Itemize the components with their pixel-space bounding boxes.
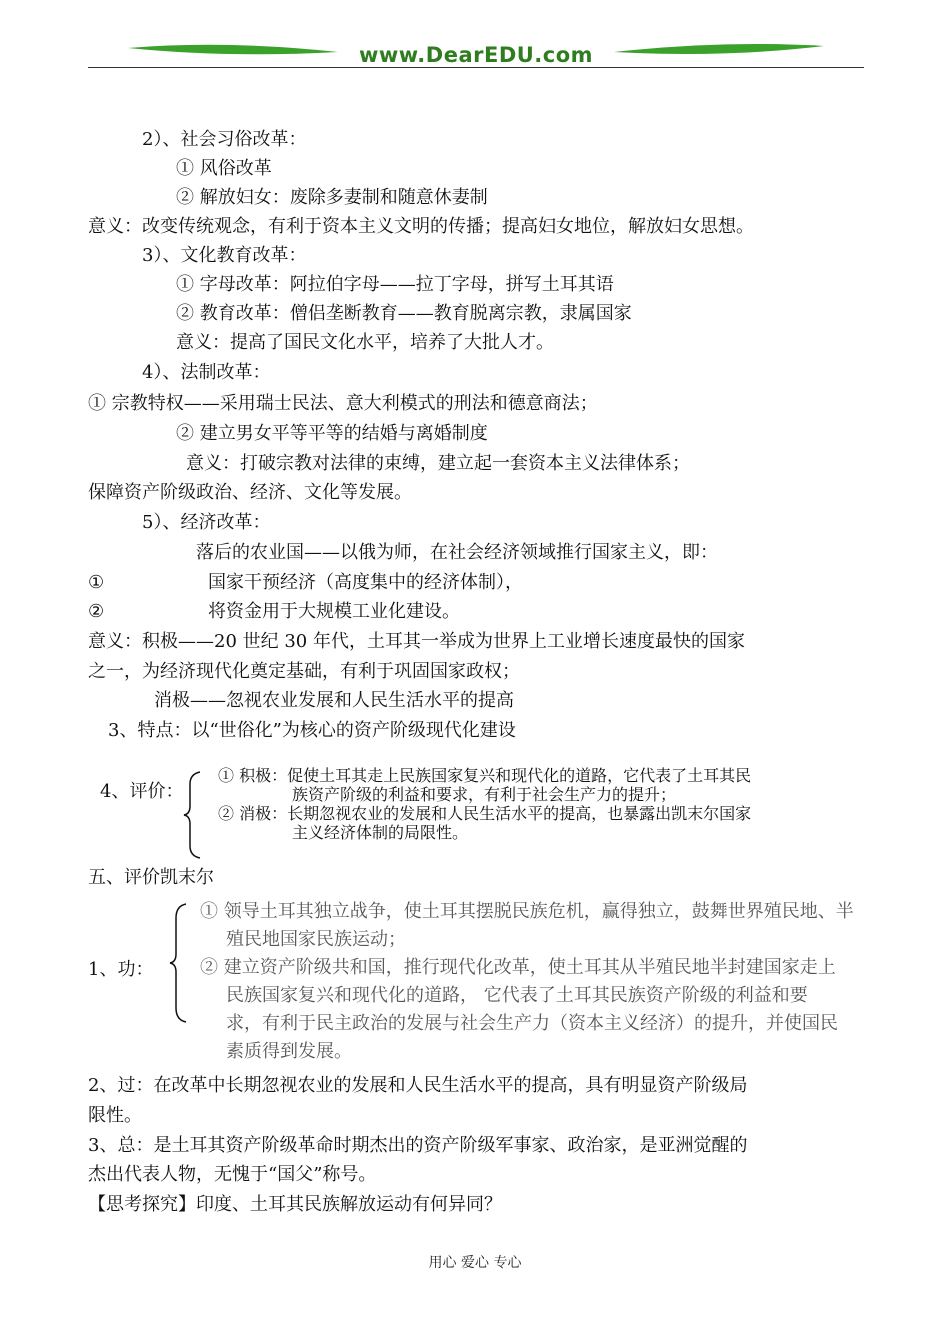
text-line: ② xyxy=(88,601,105,622)
text-line: 落后的农业国——以俄为师，在社会经济领域推行国家主义，即： xyxy=(196,542,718,563)
text-line: 限性。 xyxy=(88,1105,142,1126)
text-line: 【思考探究】印度、土耳其民族解放运动有何异同？ xyxy=(88,1194,502,1215)
text-line: ① 领导土耳其独立战争，使土耳其摆脱民族危机，赢得独立，鼓舞世界殖民地、半 xyxy=(200,901,854,922)
text-line: ② 消极：长期忽视农业的发展和人民生活水平的提高，也暴露出凯末尔国家 xyxy=(218,804,752,823)
text-line: 意义：积极——20 世纪 30 年代，土耳其一举成为世界上工业增长速度最快的国家 xyxy=(88,631,745,652)
text-line: 4、评价： xyxy=(100,781,184,802)
left-brace-icon xyxy=(180,770,204,860)
text-line: 消极——忽视农业发展和人民生活水平的提高 xyxy=(154,690,514,711)
text-line: 族资产阶级的利益和要求，有利于社会生产力的提升； xyxy=(292,785,677,804)
text-line: 3、总：是土耳其资产阶级革命时期杰出的资产阶级军事家、政治家，是亚洲觉醒的 xyxy=(88,1135,748,1156)
text-line: 3）、文化教育改革： xyxy=(142,245,307,266)
text-line: 意义：打破宗教对法律的束缚，建立起一套资本主义法律体系； xyxy=(186,453,690,474)
text-line: ① 宗教特权——采用瑞士民法、意大利模式的刑法和德意商法； xyxy=(88,393,598,414)
text-line: 2）、社会习俗改革： xyxy=(142,129,307,150)
text-line: 之一，为经济现代化奠定基础，有利于巩固国家政权； xyxy=(88,661,520,682)
text-line: 2、过：在改革中长期忽视农业的发展和人民生活水平的提高，具有明显资产阶级局 xyxy=(88,1075,748,1096)
text-line: 1、功： xyxy=(88,959,154,980)
text-line: 3、特点：以“世俗化”为核心的资产阶级现代化建设 xyxy=(108,720,516,741)
left-brace-icon xyxy=(166,902,190,1024)
text-line: 殖民地国家民族运动； xyxy=(226,929,406,950)
text-line: 求，有利于民主政治的发展与社会生产力（资本主义经济）的提升，并使国民 xyxy=(226,1013,838,1034)
text-line: 杰出代表人物，无愧于“国父”称号。 xyxy=(88,1164,377,1185)
header-rule xyxy=(88,67,864,68)
text-line: ② 教育改革：僧侣垄断教育——教育脱离宗教，隶属国家 xyxy=(176,303,632,324)
text-line: 4）、法制改革： xyxy=(142,362,271,383)
text-line: 民族国家复兴和现代化的道路， 它代表了土耳其民族资产阶级的利益和要 xyxy=(226,985,808,1006)
text-line: ① xyxy=(88,572,105,593)
page-footer: 用心 爱心 专心 xyxy=(428,1255,522,1271)
text-line: 保障资产阶级政治、经济、文化等发展。 xyxy=(88,482,412,503)
page-header xyxy=(88,38,864,70)
text-line: 素质得到发展。 xyxy=(226,1041,352,1062)
text-line: 5）、经济改革： xyxy=(142,512,271,533)
site-logo[interactable]: www.DearEDU.com xyxy=(358,43,594,67)
text-line: ② 建立男女平等平等的结婚与离婚制度 xyxy=(176,423,488,444)
text-line: 意义：提高了国民文化水平，培养了大批人才。 xyxy=(176,332,554,353)
text-line: ① 字母改革：阿拉伯字母——拉丁字母，拼写土耳其语 xyxy=(176,274,614,295)
text-line: 国家干预经济（高度集中的经济体制）， xyxy=(208,572,523,593)
section-heading: 五、评价凯末尔 xyxy=(88,867,214,888)
text-line: ② 建立资产阶级共和国，推行现代化改革，使土耳其从半殖民地半封建国家走上 xyxy=(200,957,836,978)
text-line: 意义：改变传统观念，有利于资本主义文明的传播；提高妇女地位，解放妇女思想。 xyxy=(88,216,754,237)
text-line: 主义经济体制的局限性。 xyxy=(292,823,469,842)
text-line: ① 积极：促使土耳其走上民族国家复兴和现代化的道路，它代表了土耳其民 xyxy=(218,766,752,785)
text-line: ① 风俗改革 xyxy=(176,158,272,179)
text-line: 将资金用于大规模工业化建设。 xyxy=(208,601,460,622)
text-line: ② 解放妇女：废除多妻制和随意休妻制 xyxy=(176,187,488,208)
